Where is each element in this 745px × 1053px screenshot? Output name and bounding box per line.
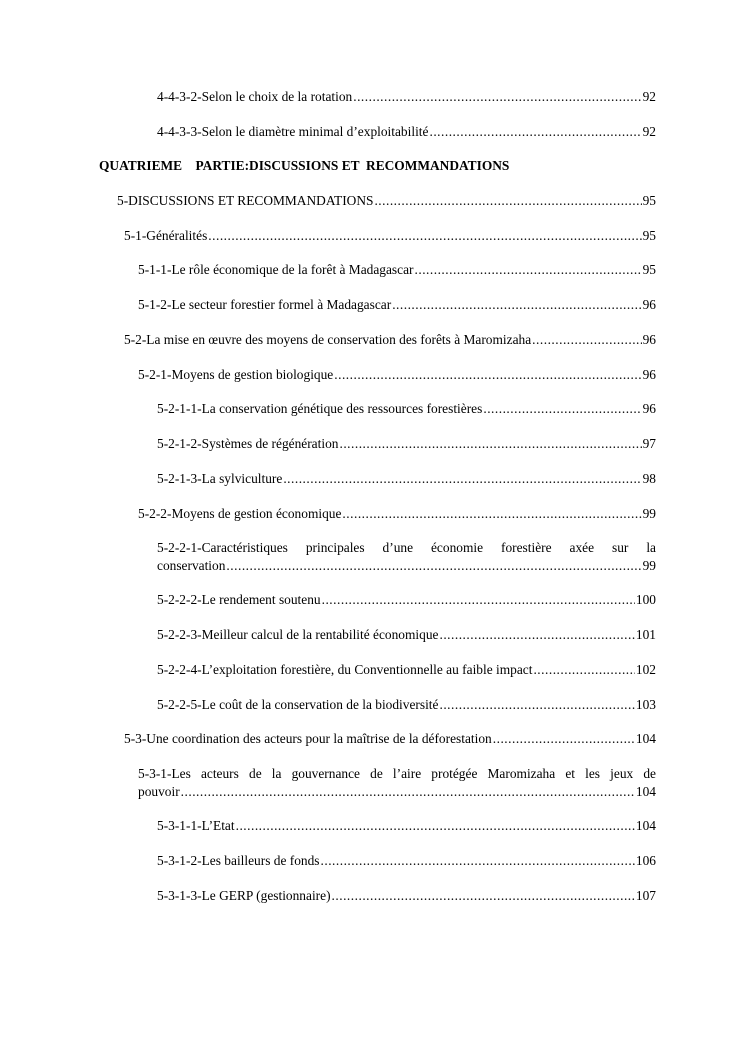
leader-dots xyxy=(493,731,635,747)
toc-entry-label: 4-4-3-3-Selon le diamètre minimal d’exploitabilité xyxy=(157,124,429,139)
leader-dots xyxy=(208,228,641,244)
toc-entry-label: 5-DISCUSSIONS ET RECOMMANDATIONS xyxy=(117,193,374,208)
leader-dots xyxy=(334,367,641,383)
toc-page-number: 92 xyxy=(642,124,656,139)
toc-entry-label: 5-2-1-1-La conservation génétique des ressources forestières xyxy=(157,401,483,416)
toc-page-number: 106 xyxy=(635,853,656,868)
toc-page-number: 104 xyxy=(635,784,656,799)
toc-page-number: 99 xyxy=(642,558,656,573)
leader-dots xyxy=(236,818,635,834)
toc-entry-label: 5-3-1-1-L’Etat xyxy=(157,818,235,833)
leader-dots xyxy=(439,627,634,643)
toc-page-number: 103 xyxy=(635,697,656,712)
toc-entry-label: 5-2-2-5-Le coût de la conservation de la biodiversité xyxy=(157,697,439,712)
toc-entry[interactable] xyxy=(157,436,656,452)
leader-dots xyxy=(533,662,634,678)
toc-entry[interactable] xyxy=(157,697,656,713)
leader-dots xyxy=(532,332,641,348)
toc-entry-label: 5-1-1-Le rôle économique de la forêt à Madagascar xyxy=(138,262,414,277)
toc-entry-label: 5-2-1-2-Systèmes de régénération xyxy=(157,436,339,451)
toc-entry-label: QUATRIEME PARTIE:DISCUSSIONS ET RECOMMANDATIONS xyxy=(99,158,510,173)
toc-entry-label: 4-4-3-2-Selon le choix de la rotation xyxy=(157,89,353,104)
toc-page-number: 100 xyxy=(635,592,656,607)
toc-entry[interactable] xyxy=(124,228,656,244)
toc-page-number: 95 xyxy=(642,228,656,243)
toc-entry[interactable] xyxy=(138,297,656,313)
leader-dots xyxy=(374,193,641,209)
toc-entry[interactable] xyxy=(124,731,656,747)
toc-entry[interactable] xyxy=(157,592,656,608)
leader-dots xyxy=(439,697,634,713)
leader-dots xyxy=(483,401,641,417)
toc-page-number: 107 xyxy=(635,888,656,903)
leader-dots xyxy=(321,853,635,869)
leader-dots xyxy=(226,557,641,575)
toc-page-number: 96 xyxy=(642,367,656,382)
toc-entry[interactable] xyxy=(157,853,656,869)
toc-entry[interactable] xyxy=(124,332,656,348)
toc-entry-multiline[interactable] xyxy=(157,539,656,575)
leader-dots xyxy=(332,888,635,904)
toc-entry-label: 5-2-1-Moyens de gestion biologique xyxy=(138,367,334,382)
toc-entry[interactable] xyxy=(157,888,656,904)
toc-entry[interactable] xyxy=(138,506,656,522)
toc-page-number: 104 xyxy=(635,731,656,746)
toc-entry-label: 5-1-2-Le secteur forestier formel à Madagascar xyxy=(138,297,392,312)
toc-page-number: 96 xyxy=(642,297,656,312)
toc-entry-line2 xyxy=(157,557,656,575)
leader-dots xyxy=(322,592,635,608)
toc-entry-label-line1: 5-3-1-Les acteurs de la gouvernance de l’aire protégée Maromizaha et les jeux de xyxy=(138,766,656,781)
toc-entry[interactable] xyxy=(157,662,656,678)
leader-dots xyxy=(181,783,635,801)
toc-entry-label-line2: pouvoir xyxy=(138,784,180,799)
toc-entry[interactable] xyxy=(157,89,656,105)
toc-entry-label: 5-3-1-2-Les bailleurs de fonds xyxy=(157,853,320,868)
toc-part-heading[interactable] xyxy=(99,158,656,174)
toc-entry-label: 5-2-2-4-L’exploitation forestière, du Conventionnelle au faible impact xyxy=(157,662,533,677)
toc-entry-label: 5-2-1-3-La sylviculture xyxy=(157,471,283,486)
toc-page-number: 101 xyxy=(635,627,656,642)
toc-page-number: 98 xyxy=(642,471,656,486)
toc-entry[interactable] xyxy=(157,471,656,487)
leader-dots xyxy=(429,124,641,140)
toc-entry-label-line2: conservation xyxy=(157,558,226,573)
toc-page-number: 96 xyxy=(642,401,656,416)
leader-dots xyxy=(392,297,641,313)
toc-page-number: 95 xyxy=(642,262,656,277)
toc-entry-line2 xyxy=(138,783,656,801)
leader-dots xyxy=(353,89,641,105)
leader-dots xyxy=(283,471,641,487)
leader-dots xyxy=(339,436,641,452)
toc-entry[interactable] xyxy=(157,627,656,643)
toc-page-number: 96 xyxy=(642,332,656,347)
toc-page-number: 102 xyxy=(635,662,656,677)
toc-entry[interactable] xyxy=(117,193,656,209)
leader-dots xyxy=(415,262,642,278)
toc-entry[interactable] xyxy=(157,818,656,834)
toc-page-number: 95 xyxy=(642,193,656,208)
toc-entry-label-line1: 5-2-2-1-Caractéristiques principales d’une économie forestière axée sur la xyxy=(157,540,656,555)
toc-entry[interactable] xyxy=(157,124,656,140)
toc-entry[interactable] xyxy=(138,262,656,278)
toc-page-number: 92 xyxy=(642,89,656,104)
toc-entry-label: 5-3-Une coordination des acteurs pour la maîtrise de la déforestation xyxy=(124,731,492,746)
toc-entry-label: 5-2-La mise en œuvre des moyens de conservation des forêts à Maromizaha xyxy=(124,332,532,347)
toc-entry-multiline[interactable] xyxy=(138,765,656,801)
toc-entry-label: 5-3-1-3-Le GERP (gestionnaire) xyxy=(157,888,331,903)
leader-dots xyxy=(342,506,641,522)
toc-entry-label: 5-2-2-Moyens de gestion économique xyxy=(138,506,342,521)
toc-entry-label: 5-2-2-3-Meilleur calcul de la rentabilité économique xyxy=(157,627,439,642)
toc-entry-label: 5-2-2-2-Le rendement soutenu xyxy=(157,592,321,607)
toc-entry[interactable] xyxy=(157,401,656,417)
toc-page-number: 97 xyxy=(642,436,656,451)
toc-entry[interactable] xyxy=(138,367,656,383)
toc-entry-label: 5-1-Généralités xyxy=(124,228,208,243)
toc-page-number: 99 xyxy=(642,506,656,521)
toc-page-number: 104 xyxy=(635,818,656,833)
